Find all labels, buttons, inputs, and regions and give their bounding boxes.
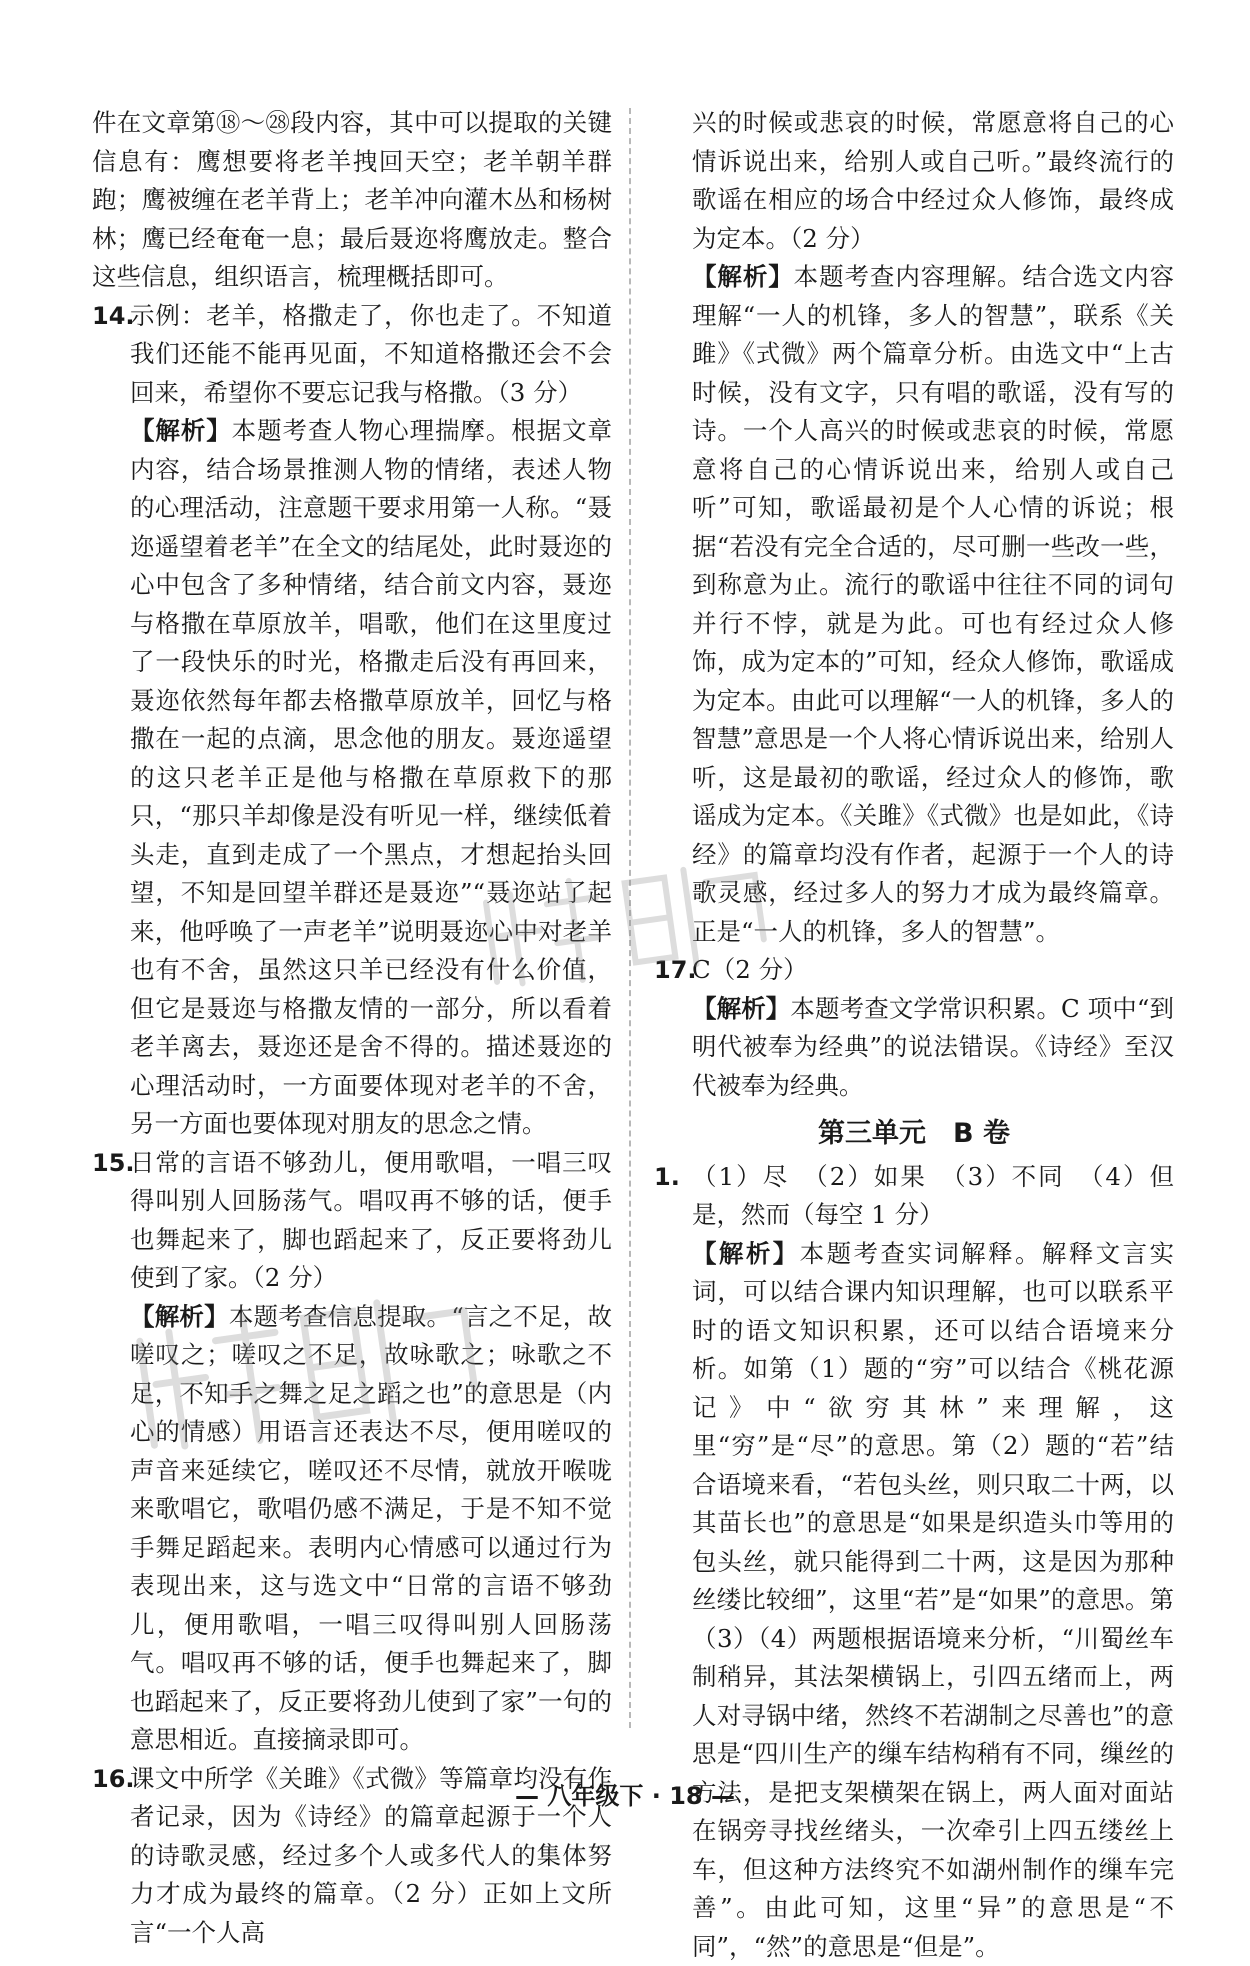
answer-text: （1）尽 （2）如果 （3）不同 （4）但是，然而（每空 1 分）: [692, 1158, 1174, 1235]
answer-text: C（2 分）: [692, 951, 1174, 990]
question-number: 1.: [654, 1158, 680, 1197]
section-heading: 第三单元 B 卷: [654, 1115, 1174, 1154]
answer-continuation: 兴的时候或悲哀的时候，常愿意将自己的心情诉说出来，给别人或自己听。”最终流行的歌谣在相应的场合中经过众人修饰，最终成为定本。（2 分）: [692, 104, 1174, 258]
answer-text: 示例：老羊，格撒走了，你也走了。不知道我们还能不能再见面，不知道格撒还会不会回来，希望你不要忘记我与格撒。（3 分）: [130, 297, 612, 413]
analysis-label: 【解析】: [130, 1302, 229, 1331]
left-column: [92, 104, 612, 1952]
question-1: [654, 1158, 1174, 1966]
analysis-label: 【解析】: [130, 416, 232, 445]
analysis-text: 本题考查人物心理揣摩。根据文章内容，结合场景推测人物的情绪，表述人物的心理活动，注意题干要求用第一人称。“聂迩遥望着老羊”在全文的结尾处，此时聂迩的心中包含了多种情绪，结合前文内容，聂迩与格撒在草原放羊，唱歌，他们在这里度过了一段快乐的时光，格撒走后没有再回来，聂迩依然每年都去格撒草原放羊，回忆与格撒在一起的点滴，思念他的朋友。聂迩遥望的这只老羊正是他与格撒在草原救下的那只，“那只羊却像是没有听见一样，继续低着头走，直到走成了一个黑点，才想起抬头回望，不知是回望羊群还是聂迩”“聂迩站了起来，他呼唤了一声老羊”说明聂迩心中对老羊也有不舍，虽然这只羊已经没有什么价值，但它是聂迩与格撒友情的一部分，所以看着老羊离去，聂迩还是舍不得的。描述聂迩的心理活动时，一方面要体现对老羊的不舍，另一方面也要体现对朋友的思念之情。: [130, 416, 612, 1138]
analysis-text: 本题考查内容理解。结合选文内容理解“一人的机锋，多人的智慧”，联系《关雎》《式微》两个篇章分析。由选文中“上古时候，没有文字，只有唱的歌谣，没有写的诗。一个人高兴的时候或悲哀的时候，常愿意将自己的心情诉说出来，给别人或自己听”可知，歌谣最初是个人心情的诉说；根据“若没有完全合适的，尽可删一些改一些，到称意为止。流行的歌谣中往往不同的词句并行不悖，就是为此。可也有经过众人修饰，成为定本的”可知，经众人修饰，歌谣成为定本。由此可以理解“一人的机锋，多人的智慧”意思是一个人将心情诉说出来，给别人听，这是最初的歌谣，经过众人的修饰，歌谣成为定本。《关雎》《式微》也是如此，《诗经》的篇章均没有作者，起源于一个人的诗歌灵感，经过多人的努力才成为最终篇章。正是“一人的机锋，多人的智慧”。: [692, 262, 1174, 946]
question-14: [92, 297, 612, 1144]
q13-analysis-continuation: 件在文章第⑱～㉘段内容，其中可以提取的关键信息有：鹰想要将老羊拽回天空；老羊朝羊群跑；鹰被缠在老羊背上；老羊冲向灌木丛和杨树林；鹰已经奄奄一息；最后聂迩将鹰放走。整合这些信息，组织语言，梳理概括即可。: [92, 104, 612, 297]
answer-text: 课文中所学《关雎》《式微》等篇章均没有作者记录，因为《诗经》的篇章起源于一个人的诗歌灵感，经过多个人或多代人的集体努力才成为最终的篇章。（2 分）正如上文所言“一个人高: [130, 1760, 612, 1953]
analysis-block: [130, 412, 612, 1144]
question-number: 16.: [92, 1760, 135, 1799]
analysis-label: 【解析】: [692, 994, 790, 1023]
question-number: 15.: [92, 1144, 135, 1183]
analysis-text: 本题考查文学常识积累。C 项中“到明代被奉为经典”的说法错误。《诗经》至汉代被奉为经典。: [692, 994, 1174, 1100]
analysis-block: [692, 990, 1174, 1106]
analysis-block: [692, 1235, 1174, 1966]
page-footer: — 八年级下 · 18 —: [0, 1776, 1250, 1811]
analysis-text: 本题考查信息提取。“言之不足，故嗟叹之；嗟叹之不足，故咏歌之；咏歌之不足，不知手之舞之足之蹈之也”的意思是（内心的情感）用语言还表达不尽，便用嗟叹的声音来延续它，嗟叹还不尽情，就放开喉咙来歌唱它，歌唱仍感不满足，于是不知不觉手舞足蹈起来。表明内心情感可以通过行为表现出来，这与选文中“日常的言语不够劲儿，便用歌唱，一唱三叹得叫别人回肠荡气。唱叹再不够的话，便手也舞起来了，脚也蹈起来了，反正要将劲儿使到了家”一句的意思相近。直接摘录即可。: [130, 1302, 612, 1755]
analysis-text: 本题考查实词解释。解释文言实词，可以结合课内知识理解，也可以联系平时的语文知识积累，还可以结合语境来分析。如第（1）题的“穷”可以结合《桃花源记》中“欲穷其林”来理解，这里“穷”是“尽”的意思。第（2）题的“若”结合语境来看，“若包头丝，则只取二十两，以其苗长也”的意思是“如果是织造头巾等用的包头丝，就只能得到二十两，这是因为那种丝缕比较细”，这里“若”是“如果”的意思。第（3）（4）两题根据语境来分析，“川蜀丝车制稍异，其法架横锅上，引四五绪而上，两人对寻锅中绪，然终不若湖制之尽善也”的意思是“四川生产的缫车结构稍有不同，缫丝的方法，是把支架横架在锅上，两人面对面站在锅旁寻找丝绪头，一次牵引上四五缕丝上车，但这种方法终究不如湖州制作的缫车完善”。由此可知，这里“异”的意思是“不同”，“然”的意思是“但是”。: [692, 1239, 1174, 1961]
question-17: [654, 951, 1174, 1105]
question-number: 17.: [654, 951, 697, 990]
analysis-label: 【解析】: [692, 262, 794, 291]
question-16-continued: [654, 104, 1174, 951]
right-column: [654, 104, 1174, 1966]
answer-text: 日常的言语不够劲儿，便用歌唱，一唱三叹得叫别人回肠荡气。唱叹再不够的话，便手也舞起来了，脚也蹈起来了，反正要将劲儿使到了家。（2 分）: [130, 1144, 612, 1298]
analysis-label: 【解析】: [692, 1239, 800, 1268]
question-number: 14.: [92, 297, 135, 336]
